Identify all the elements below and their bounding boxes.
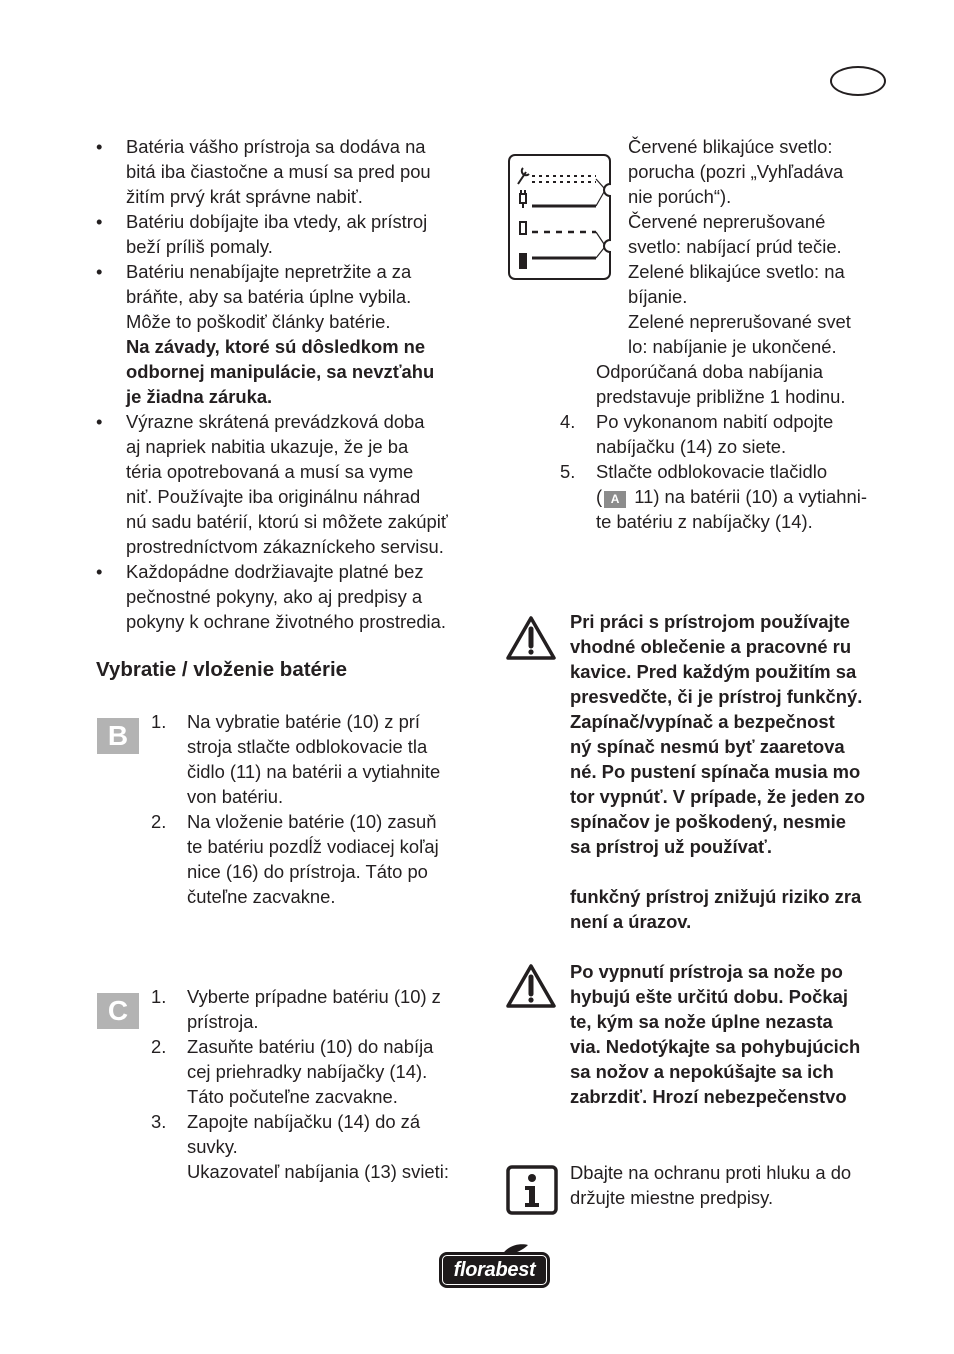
noise-info-text: Dbajte na ochranu proti hluku a do držujte miestne predpisy.	[570, 1162, 852, 1208]
list-item: 1. Na vybratie batérie (10) z prí stroja stlačte odblokovacie tla čidlo (11) na batérii a vytiahnite von batériu.	[151, 711, 441, 807]
list-item: 4. Po vykonanom nabití odpojte nabíjačku (14) zo siete.	[560, 411, 834, 457]
list-item: 2. Zasuňte batériu (10) do nabíja cej priehradky nabíjačky (14). Táto počuteľne zacvakne.	[151, 1036, 434, 1107]
leaf-icon	[500, 1243, 530, 1257]
charging-steps	[151, 984, 491, 1184]
list-item: • Batériu nenabíjajte nepretržite a za bráňte, aby sa batéria úplne vybila. Môže to poškodiť články batérie. Na závady, ktoré sú dôsledkom ne odbornej manipulácie, sa nevzťahu je žiadna záruka.	[96, 259, 486, 409]
list-item: • Batéria vášho prístroja sa dodáva na bitá iba čiastočne a musí sa pred pou žitím prvý krát správne nabiť.	[96, 136, 431, 207]
charge-indicator-legend: Červené blikajúce svetlo: porucha (pozri „Vyhľadáva nie porúch“). Červené neprerušované svetlo: nabíjací prúd tečie. Zelené blikajúce svetlo: na bíjanie. Zelené neprerušované svet lo: nabíjanie je ukončené.	[628, 136, 851, 357]
figure-ref-badge-a: A	[604, 491, 626, 508]
brand-logo: florabest	[439, 1252, 550, 1288]
language-badge-oval	[830, 66, 886, 96]
charging-steps-continued	[560, 409, 900, 534]
warranty-note: Na závady, ktoré sú dôsledkom ne	[126, 336, 426, 357]
safety-warning-clothing: Pri práci s prístrojom používajte vhodné oblečenie a pracovné ru kavice. Pred každým použitím sa presvedčte, či je prístroj funkčný. Zapínač/vypínač a bezpečnost ný spínač nesmú byť zaaretova né. Po pustení spínača musia mo tor vypnúť. V prípade, že jeden zo spínačov je poškodený, nesmie sa prístroj už používať.	[570, 611, 865, 857]
safety-warning-risk: funkčný prístroj znižujú riziko zra není a úrazov.	[570, 886, 862, 932]
figure-ref-badge-c: C	[97, 993, 139, 1029]
list-item: 2. Na vloženie batérie (10) zasuň te batériu pozdĺž vodiacej koľaj nice (16) do prístroja. Táto po čuteľne zacvakne.	[151, 811, 439, 907]
list-item: 3. Zapojte nabíjačku (14) do zá suvky. Ukazovateľ nabíjania (13) svieti:	[151, 1111, 449, 1182]
battery-notes-list	[96, 134, 486, 634]
figure-ref-badge-b: B	[97, 718, 139, 754]
list-item: • Batériu dobíjajte iba vtedy, ak prístroj beží príliš pomaly.	[96, 211, 428, 257]
list-item: • Výrazne skrátená prevádzková doba aj napriek nabitia ukazuje, že je ba téria opotrebovaná a musí sa vyme niť. Používajte iba originálnu náhrad nú sadu batérií, ktorú si môžete zakúpiť prostredníctvom zákazníckeho servisu.	[96, 411, 448, 557]
charge-time-note: Odporúčaná doba nabíjania predstavuje približne 1 hodinu.	[596, 361, 846, 407]
list-item: 1. Vyberte prípadne batériu (10) z prístroja.	[151, 986, 441, 1032]
section-heading: Vybratie / vloženie batérie	[96, 658, 348, 681]
warning-triangle-icon	[505, 963, 557, 1009]
list-item: • Každopádne dodržiavajte platné bez pečnostné pokyny, ako aj predpisy a pokyny k ochrane životného prostredia.	[96, 561, 446, 632]
safety-warning-blades: Po vypnutí prístroja sa nože po hybujú ešte určitú dobu. Počkaj te, kým sa nože úplne nezasta via. Nedotýkajte sa pohybujúcich sa nožov a nepokúšajte sa ich zabrzdiť. Hrozí nebezpečenstvo	[570, 961, 861, 1107]
charger-led-diagram-icon	[508, 154, 611, 280]
list-item: 5. Stlačte odblokovacie tlačidlo ( A 11) na batérii (10) a vytiahni- te batériu z nabíjačky (14).	[560, 461, 867, 532]
info-icon	[506, 1165, 558, 1215]
remove-insert-steps	[151, 709, 491, 909]
warning-triangle-icon	[505, 615, 557, 661]
